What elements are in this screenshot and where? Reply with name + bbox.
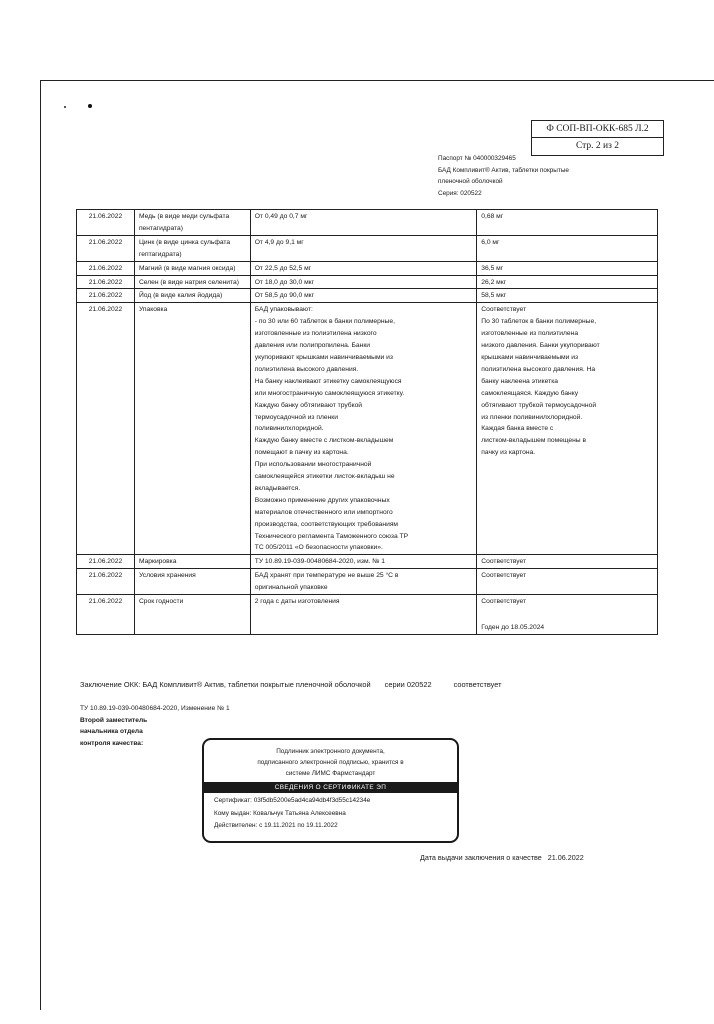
page-number: Стр. 2 из 2 (575, 141, 620, 151)
conclusion-series: 020522 (406, 680, 432, 689)
test-results-table (76, 209, 658, 635)
stamp-band: СВЕДЕНИЯ О СЕРТИФИКАТЕ ЭП (204, 782, 457, 793)
table-row (77, 303, 658, 555)
actual-result: Соответствует По 30 таблеток в банки полимерные, изготовленные из полиэтилена низкого давления. Банки укупоривают крышками навинчиваемыми из полиэтилена высокого давления. На банку наклеена этикетка самоклеящаяся. Каждую банку обтягивают трубкой термоусадочной из пленки поливинилхлоридной. Каждая банка вместе с листком-вкладышем помещены в пачку из картона. (477, 303, 658, 555)
parameter-name: Маркировка (134, 555, 250, 569)
requirement: От 18,0 до 30,0 мкг (250, 275, 477, 289)
actual-result: 0,68 мг (477, 210, 658, 236)
requirement: БАД хранят при температуре не выше 25 °С в оригинальной упаковке (250, 569, 477, 595)
scan-mark (64, 106, 66, 108)
stamp-text: системе ЛИМС Фармстандарт (285, 770, 376, 777)
test-date: 21.06.2022 (77, 595, 135, 635)
certificate-owner: Кому выдан: Ковальчук Татьяна Алексеевна (214, 809, 346, 817)
signer-title: контроля качества: (80, 740, 144, 748)
signer-title: Второй заместитель (80, 716, 148, 724)
test-date: 21.06.2022 (77, 261, 135, 275)
issue-date-label: Дата выдачи заключения о качестве (420, 853, 542, 862)
table-row (77, 289, 658, 303)
requirement: 2 года с даты изготовления (250, 595, 477, 635)
parameter-name: Медь (в виде меди сульфата пентагидрата) (134, 210, 250, 236)
expiry-date: Годен до 18.05.2024 (481, 624, 545, 631)
test-date: 21.06.2022 (77, 275, 135, 289)
passport-info (438, 153, 569, 199)
table-row (77, 261, 658, 275)
page-left-rule (40, 80, 41, 1010)
conclusion-verdict: соответствует (453, 680, 502, 689)
issue-date: 21.06.2022 (547, 853, 584, 862)
test-date: 21.06.2022 (77, 569, 135, 595)
conclusion-product: БАД Компливит® Актив, таблетки покрытые пленочной оболочкой (142, 680, 371, 689)
actual-result: 26,2 мкг (477, 275, 658, 289)
certificate-number: Сертификат: 03f5db5200e5ad4ca94db4f3d55c14234e (214, 797, 371, 804)
signer-title: начальника отдела (80, 728, 143, 736)
test-date: 21.06.2022 (77, 289, 135, 303)
stamp-text: Подлинник электронного документа, (276, 748, 385, 755)
conclusion-spec: ТУ 10.89.19-039-00480684-2020, Изменение № 1 (80, 705, 230, 712)
parameter-name: Упаковка (134, 303, 250, 555)
product-name-line: БАД Компливит® Актив, таблетки покрытые (438, 166, 569, 174)
parameter-name: Цинк (в виде цинка сульфата гептагидрата) (134, 235, 250, 261)
parameter-name: Магний (в виде магния оксида) (134, 261, 250, 275)
table-row (77, 275, 658, 289)
certificate-validity: Действителен: с 19.11.2021 по 19.11.2022 (214, 822, 338, 829)
qc-conclusion (80, 678, 502, 691)
conclusion-series-label: серии (384, 680, 405, 689)
actual-result: 58,5 мкг (477, 289, 658, 303)
parameter-name: Срок годности (134, 595, 250, 635)
table-row (77, 555, 658, 569)
test-date: 21.06.2022 (77, 555, 135, 569)
requirement: ТУ 10.89.19-039-00480684-2020, изм. № 1 (250, 555, 477, 569)
page-top-rule (40, 80, 714, 81)
table-row (77, 595, 658, 635)
test-date: 21.06.2022 (77, 303, 135, 555)
parameter-name: Условия хранения (134, 569, 250, 595)
product-name-line: пленочной оболочкой (438, 178, 503, 185)
passport-number: Паспорт № 040000329465 (438, 155, 516, 162)
test-date: 21.06.2022 (77, 235, 135, 261)
actual-result: 36,5 мг (477, 261, 658, 275)
actual-result: Соответствует (481, 598, 527, 606)
form-code-box (531, 120, 664, 156)
conclusion-label: Заключение ОКК: (80, 680, 141, 689)
parameter-name: Селен (в виде натрия селенита) (134, 275, 250, 289)
actual-result: 6,0 мг (477, 235, 658, 261)
actual-result: Соответствует (477, 569, 658, 595)
requirement: БАД упаковывают: - по 30 или 60 таблеток в банки полимерные, изготовленные из полиэтилена низкого давления или полипропилена. Банки укупоривают крышками навинчиваемыми из полиэтилена высокого давления. На банку наклеивают этикетку самоклеящуюся или многостраничную самоклеящуюся этикетку. Каждую банку обтягивают трубкой термоусадочной из пленки поливинилхлоридной. Каждую банку вместе с листком-вкладышем помещают в пачку из картона. При использовании многостраничной самоклеящейся этикетки листок-вкладыш не вкладывается. Возможно применение других упаковочных материалов отечественного или импортного производства, соответствующих требованиям Технического регламента Таможенного союза ТР ТС 005/2011 «О безопасности упаковки». (250, 303, 477, 555)
requirement: От 22,5 до 52,5 мг (250, 261, 477, 275)
parameter-name: Йод (в виде калия йодида) (134, 289, 250, 303)
requirement: От 4,9 до 9,1 мг (250, 235, 477, 261)
stamp-text: подписанного электронной подписью, хранится в (257, 759, 404, 766)
e-signature-stamp (202, 738, 459, 843)
form-code: Ф СОП-ВП-ОКК-685 Л.2 (532, 121, 663, 138)
actual-result: Соответствует (477, 555, 658, 569)
series-number: Серия: 020522 (438, 189, 482, 197)
requirement: От 58,5 до 90,0 мкг (250, 289, 477, 303)
requirement: От 0,49 до 0,7 мг (250, 210, 477, 236)
table-row (77, 569, 658, 595)
scan-mark (88, 104, 92, 108)
issue-date-line (420, 853, 584, 862)
table-row (77, 210, 658, 236)
actual-result-cell (477, 595, 658, 635)
test-date: 21.06.2022 (77, 210, 135, 236)
table-row (77, 235, 658, 261)
